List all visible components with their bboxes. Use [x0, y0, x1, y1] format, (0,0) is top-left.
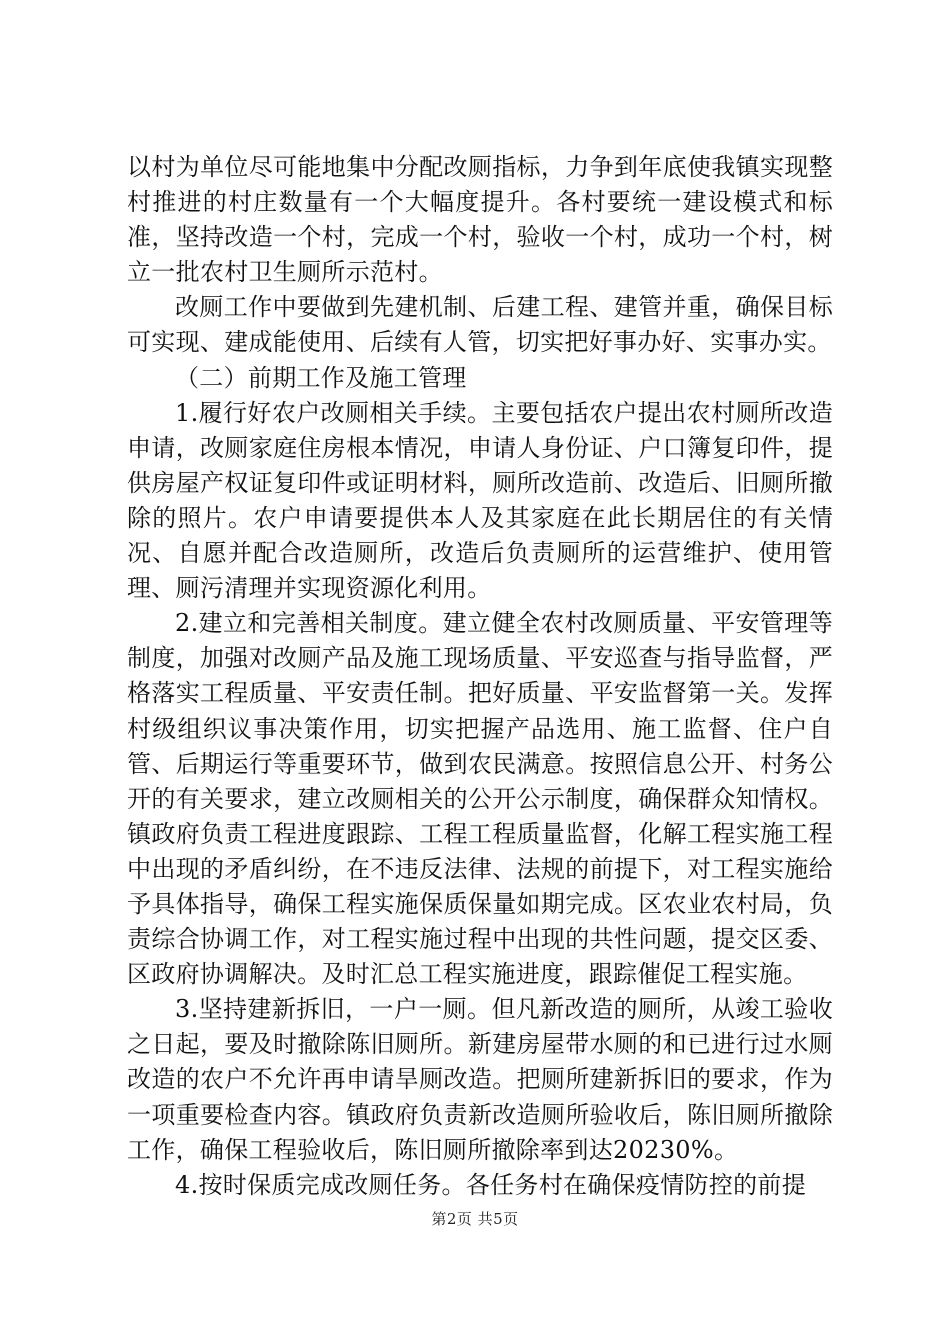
paragraph-6: 4.按时保质完成改厕任务。各任务村在确保疫情防控的前提: [175, 1170, 806, 1199]
paragraph-4: 2.建立和完善相关制度。建立健全农村改厕质量、平安管理等制度，加强对改厕产品及施工现场质量、平安巡查与指导监督，严格落实工程质量、平安责任制。把好质量、平安监督第一关。发挥村级组织议事决策作用，切实把握产品选用、施工监督、住户自管、后期运行等重要环节，做到农民满意。按照信息公开、村务公开的有关要求，建立改厕相关的公开公示制度，确保群众知情权。镇政府负责工程进度跟踪、工程工程质量监督，化解工程实施工程中出现的矛盾纠纷，在不违反法律、法规的前提下，对工程实施给予具体指导，确保工程实施保质保量如期完成。区农业农村局，负责综合协调工作，对工程实施过程中出现的共性问题，提交区委、区政府协调解决。及时汇总工程实施进度，跟踪催促工程实施。: [127, 609, 833, 989]
section-heading: （二）前期工作及施工管理: [175, 363, 467, 392]
paragraph-2: 改厕工作中要做到先建机制、后建工程、建管并重，确保目标可实现、建成能使用、后续有人管，切实把好事办好、实事办实。: [127, 293, 833, 357]
paragraph-3: 1.履行好农户改厕相关手续。主要包括农户提出农村厕所改造申请，改厕家庭住房根本情况，申请人身份证、户口簿复印件，提供房屋产权证复印件或证明材料，厕所改造前、改造后、旧厕所撤除的照片。农户申请要提供本人及其家庭在此长期居住的有关情况、自愿并配合改造厕所，改造后负责厕所的运营维护、使用管理、厕污清理并实现资源化利用。: [127, 398, 833, 603]
page-footer: 第2页 共5页: [431, 1210, 519, 1228]
paragraph-1: 以村为单位尽可能地集中分配改厕指标，力争到年底使我镇实现整村推进的村庄数量有一个大幅度提升。各村要统一建设模式和标准，坚持改造一个村，完成一个村，验收一个村，成功一个村，树立一批农村卫生厕所示范村。: [127, 153, 833, 287]
paragraph-5: 3.坚持建新拆旧，一户一厕。但凡新改造的厕所，从竣工验收之日起，要及时撤除陈旧厕所。新建房屋带水厕的和已进行过水厕改造的农户不允许再申请旱厕改造。把厕所建新拆旧的要求，作为一项重要检查内容。镇政府负责新改造厕所验收后，陈旧厕所撤除工作，确保工程验收后，陈旧厕所撤除率到达20230%。: [127, 995, 833, 1164]
document-body: [127, 150, 833, 1203]
